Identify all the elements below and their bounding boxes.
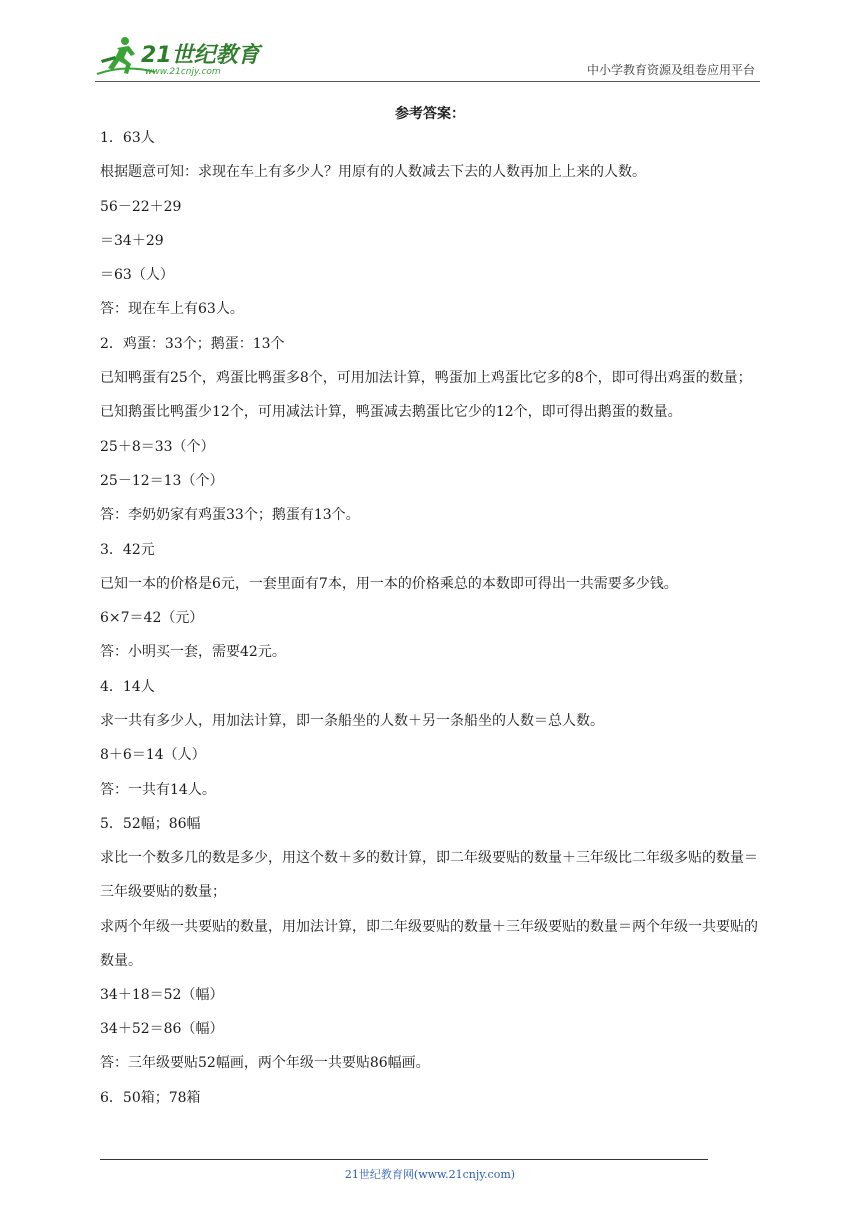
answer-line: 已知鹅蛋比鸭蛋少12个，可用减法计算，鸭蛋减去鹅蛋比它少的12个，即可得出鹅蛋的数量。 bbox=[100, 404, 682, 421]
answer-line: 2．鸡蛋：33个；鹅蛋：13个 bbox=[100, 335, 285, 352]
answer-line: 34＋52＝86（幅） bbox=[100, 1021, 224, 1038]
page-title: 参考答案： bbox=[395, 106, 465, 122]
answer-line: 答：现在车上有63人。 bbox=[100, 301, 244, 318]
answer-content bbox=[100, 128, 765, 1122]
answer-line: 答：一共有14人。 bbox=[100, 781, 216, 798]
answer-line: 4．14人 bbox=[100, 678, 155, 695]
logo-text: 21世纪教育 bbox=[141, 43, 260, 68]
answer-line: 已知一本的价格是6元，一套里面有7本，用一本的价格乘总的本数即可得出一共需要多少钱。 bbox=[100, 575, 678, 592]
answer-line: 1．63人 bbox=[100, 130, 155, 146]
answer-line: ＝63（人） bbox=[100, 267, 174, 284]
answer-line: 6．50箱；78箱 bbox=[100, 1089, 201, 1106]
answer-line: 答：三年级要贴52幅画，两个年级一共要贴86幅画。 bbox=[100, 1055, 430, 1072]
logo bbox=[95, 34, 265, 78]
logo-url: www.21cnjy.com bbox=[145, 67, 221, 77]
answer-line: 答：李奶奶家有鸡蛋33个；鹅蛋有13个。 bbox=[100, 507, 360, 524]
answer-line: 已知鸭蛋有25个，鸡蛋比鸭蛋多8个，可用加法计算，鸭蛋加上鸡蛋比它多的8个，即可得出鸡蛋的数量； bbox=[100, 370, 752, 387]
answer-line: 6×7＝42（元） bbox=[100, 610, 204, 627]
answer-line: 56－22＋29 bbox=[100, 198, 182, 215]
answer-line: 25＋8＝33（个） bbox=[100, 438, 215, 455]
footer-link[interactable]: 21世纪教育网(www.21cnjy.com) bbox=[344, 1168, 516, 1181]
footer-divider bbox=[100, 1159, 708, 1160]
platform-name: 中小学教育资源及组卷应用平台 bbox=[586, 63, 755, 77]
answer-line: 根据题意可知：求现在车上有多少人？用原有的人数减去下去的人数再加上上来的人数。 bbox=[100, 164, 646, 181]
answer-line: 3．42元 bbox=[100, 541, 155, 558]
answer-line: ＝34＋29 bbox=[100, 232, 164, 249]
answer-line: 8＋6＝14（人） bbox=[100, 747, 206, 764]
header-divider bbox=[95, 81, 760, 82]
answer-line: 5．52幅；86幅 bbox=[100, 815, 201, 832]
answer-line: 34＋18＝52（幅） bbox=[100, 986, 224, 1003]
answer-line: 求一共有多少人，用加法计算，即一条船坐的人数＋另一条船坐的人数＝总人数。 bbox=[100, 713, 604, 730]
page-header bbox=[95, 34, 765, 82]
answer-line: 答：小明买一套，需要42元。 bbox=[100, 644, 286, 661]
answer-line: 求比一个数多几的数是多少，用这个数＋多的数计算，即二年级要贴的数量＋三年级比二年级多贴的数量＝三年级要贴的数量； bbox=[100, 850, 758, 901]
answer-line: 25－12＝13（个） bbox=[100, 472, 224, 489]
answer-line: 求两个年级一共要贴的数量，用加法计算，即二年级要贴的数量＋三年级要贴的数量＝两个年级一共要贴的数量。 bbox=[100, 918, 758, 969]
